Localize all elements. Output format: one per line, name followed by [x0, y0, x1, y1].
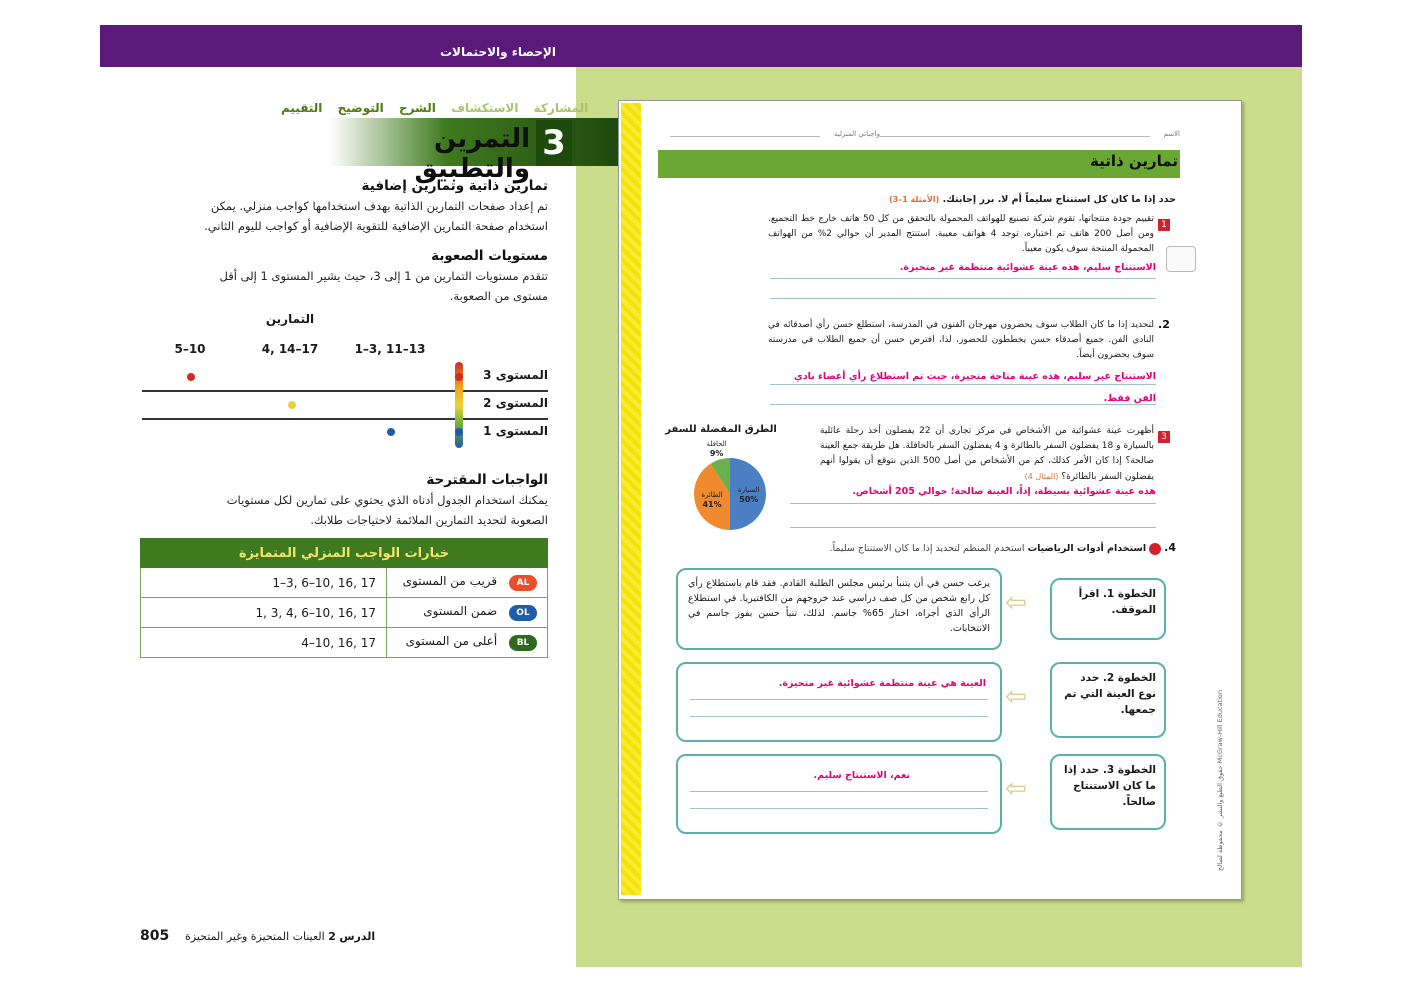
arrow-left-icon: ⇦: [1005, 774, 1027, 804]
exercises-label: التمارين: [265, 312, 315, 326]
level-1-marker: [387, 428, 395, 436]
math-tools-icon: [1149, 543, 1161, 555]
q3-text: أظهرت عينة عشوائية من الأشخاص في مركز تجاري أن 22 يفضلون أخذ رحلة عائلية بالسيارة و 18 يفضلون السفر بالطائرة و 4 يفضلون السفر بالحافلة. هل طريقة جمع العينة صالحة؟ إذا كان الأمر كذلك، كم من الأشخاص من أصل 500 الذين نتوقع أن يقولوا أنهم يفضلون السفر بالطائرة؟ (المثال 4): [820, 426, 1154, 482]
level-1-label: المستوى 1: [483, 424, 548, 438]
answer-line: [770, 298, 1156, 299]
step-3-answer: نعم، الاستنتاج سليم.: [813, 770, 910, 781]
hint-icon: [1166, 246, 1196, 272]
answer-line: [770, 384, 1156, 385]
q3-number: 3: [1158, 424, 1170, 443]
level-3-label: المستوى 3: [483, 368, 548, 382]
table-row: [141, 568, 548, 598]
answer-line: [790, 503, 1156, 504]
page-number: 805: [140, 928, 170, 944]
level-3-marker: [187, 373, 195, 381]
q2-answer: الاستنتاج غير سليم، هذه عينة متاحة متحيزة، حيث تم استطلاع رأي أعضاء نادي الفن فقط.: [794, 371, 1156, 404]
arrow-left-icon: ⇦: [1005, 682, 1027, 712]
step-3-answer-box: [676, 754, 1002, 834]
q1-text: تقييم جودة منتجاتها، تقوم شركة تصنيع للهواتف المحمولة بالتحقق من كل 50 هاتف خارج خط التجميع. ومن أصل 200 هاتف تم اختباره، توجد 4 هواتف معيبة. استنتج المدير أن حوالي 2% من الهواتف المحمولة المنتجة سوف يكون معيباً.: [768, 214, 1154, 254]
chapter-header-bar: [100, 25, 1302, 67]
pie-value-0: 50%: [739, 495, 759, 504]
answer-line: [770, 404, 1156, 405]
table-row: [141, 598, 548, 628]
step-2-answer-box: [676, 662, 1002, 742]
step-2-box: الخطوة 2. حدد نوع العينة التي تم جمعها.: [1050, 662, 1166, 738]
exercise-column-3: 5–10: [174, 342, 206, 356]
selfpractice-text: تم إعداد صفحات التمارين الذاتية بهدف استخدامها كواجب منزلي. يمكن استخدام صفحة التمارين الإضافية للتقوية الإضافية أو كواجب لليوم الثاني.: [204, 199, 548, 233]
pie-label-1: الطائرة: [701, 491, 723, 500]
answer-line: [690, 791, 988, 792]
pie-label-2: الحافلة: [706, 440, 727, 448]
thermo-level-1-dot: [455, 428, 463, 436]
pie-slice-0: [730, 458, 766, 530]
copyright-credit: McGraw-Hill Education حقوق الطبع والنشر © محفوظة لصالح: [1216, 690, 1224, 871]
selfpractice-heading: تمارين ذاتية وتمارين إضافية: [361, 178, 548, 194]
situation-text: يرغب حسن في أن يتنبأ برئيس مجلس الطلبة القادم. فقد قام باستطلاع رأي كل رابع شخص من كل صف دراسي عند خروجهم من الكافتيريا. في استطلاع الرأي الذي أجراه، اختار 65% جاسم. لذلك، تنبأ حسن بفوز جاسم في الانتخابات.: [688, 578, 991, 634]
table-row: [141, 628, 548, 658]
ol-badge: OL: [509, 605, 537, 621]
row-exercises-cell: 1, 3, 4, 6–10, 16, 17: [141, 598, 387, 628]
q1-number: 1: [1158, 212, 1170, 231]
row-exercises-cell: 4–10, 16, 17: [141, 628, 387, 658]
q1-answer: الاستنتاج سليم، هذه عينة عشوائية منتظمة غير متحيزة.: [899, 262, 1156, 273]
situation-box: [676, 568, 1002, 650]
exercise-column-2: 4, 14–17: [261, 342, 319, 356]
answer-line: [790, 527, 1156, 528]
tab-explore: الاستكشاف: [451, 101, 519, 115]
difficulty-heading: مستويات الصعوبة: [431, 248, 548, 264]
q4-header: 4. استخدام أدوات الرياضيات استخدم المنظم لتحديد إذا ما كان الاستنتاج سليماً.: [829, 541, 1176, 554]
level-divider: [142, 390, 548, 392]
thermo-level-2-dot: [455, 401, 463, 409]
level-2-label: المستوى 2: [483, 396, 548, 410]
step-2-answer: العينة هي عينة منتظمة عشوائية غير متحيزة.: [778, 678, 986, 689]
thermo-level-3-dot: [455, 373, 463, 381]
footer-lesson: الدرس 2 العينات المتحيزة وغير المتحيزة: [185, 930, 376, 943]
tab-evaluate: التقييم: [281, 101, 323, 115]
chapter-title: الإحصاء والاحتمالات: [440, 45, 556, 59]
step-3-box: الخطوة 3. حدد إذا ما كان الاستنتاج صالحاً.: [1050, 754, 1166, 830]
answer-line: [690, 699, 988, 700]
pie-value-2: 9%: [709, 448, 724, 458]
arrow-left-icon: ⇦: [1005, 588, 1027, 618]
section-title: التمرين والتطبيق: [414, 124, 530, 184]
lesson-phase-tabs: [270, 101, 588, 115]
travel-pie-chart: [664, 440, 784, 540]
row-level-cell: OL ضمن المستوى: [387, 598, 548, 628]
answer-line: [770, 278, 1156, 279]
step-1-box: الخطوة 1. اقرأ الموقف.: [1050, 578, 1166, 640]
section-number: 3: [536, 120, 572, 166]
al-badge: AL: [509, 575, 537, 591]
answer-line: [690, 716, 988, 717]
level-2-marker: [288, 401, 296, 409]
worksheet-instruction: حدد إذا ما كان كل استنتاج سليماً أم لا. برر إجابتك. (الأمثلة 1–3): [888, 194, 1176, 205]
pie-chart-title: الطرق المفضلة للسفر: [665, 424, 777, 435]
q2-text: لتحديد إذا ما كان الطلاب سوف يحضرون مهرجان الفنون في المدرسة، استطلع حسن رأي أصدقائه في النادي الفن. جميع أصدقاء حسن يخططون للحضور، لذا، افترض حسن أن جميع الطلاب في مدرسته سوف يحضرون أيضاً.: [768, 320, 1154, 360]
homework-table-title: خيارات الواجب المنزلي المتمايزة: [141, 539, 548, 568]
exercise-column-1: 1–3, 11–13: [354, 342, 426, 356]
homework-options-table: [140, 538, 548, 658]
q2-number: 2.: [1158, 318, 1170, 331]
suggested-text: يمكنك استخدام الجدول أدناه الذي يحتوي على تمارين لكل مستويات الصعوبة لتحديد التمارين الملائمة لاحتياجات طلابك.: [226, 493, 548, 527]
answer-line: [690, 808, 988, 809]
tab-engage: المشاركة: [533, 101, 589, 115]
row-level-cell: BL أعلى من المستوى: [387, 628, 548, 658]
row-level-cell: AL قريب من المستوى: [387, 568, 548, 598]
pie-label-0: السيارة: [737, 486, 760, 494]
level-divider: [142, 418, 548, 420]
worksheet-title: تمارين ذاتية: [1089, 152, 1178, 170]
worksheet-edge-strip: [621, 103, 641, 895]
bl-badge: BL: [509, 635, 537, 651]
q3-answer: هذه عينة عشوائية بسيطة، إذاً، العينة صالحة؛ حوالي 205 أشخاص.: [852, 486, 1156, 497]
row-exercises-cell: 1–3, 6–10, 16, 17: [141, 568, 387, 598]
tab-elaborate: التوضيح: [337, 101, 384, 115]
suggested-heading: الواجبات المقترحة: [426, 472, 548, 488]
tab-explain: الشرح: [398, 101, 436, 115]
pie-value-1: 41%: [702, 500, 722, 510]
difficulty-text: تتقدم مستويات التمارين من 1 إلى 3، حيث يشير المستوى 1 إلى أقل مستوى من الصعوبة.: [219, 269, 548, 303]
